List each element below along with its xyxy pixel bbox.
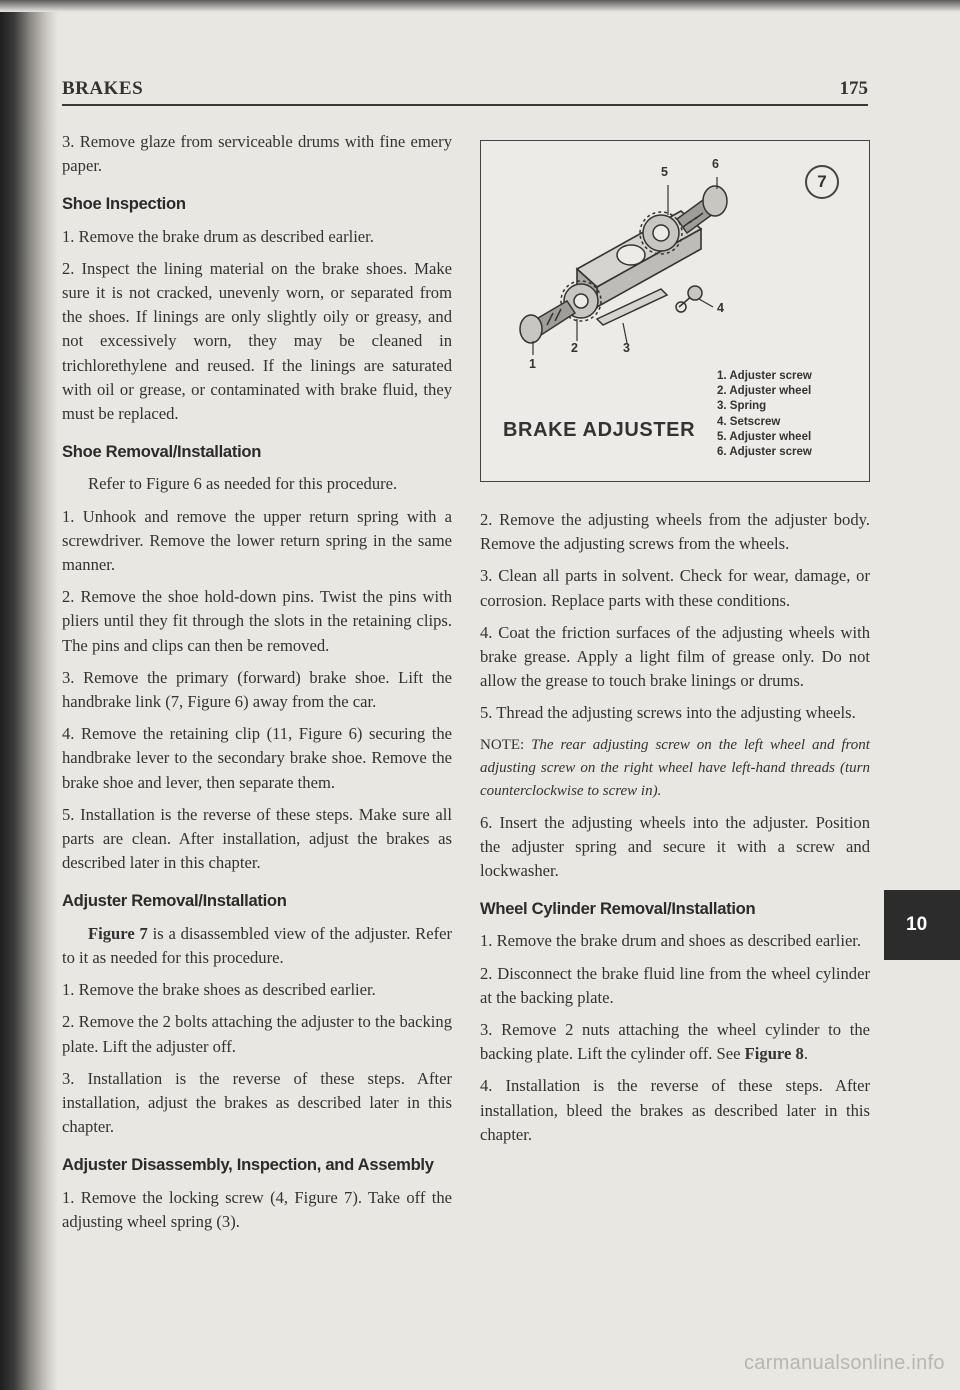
watermark: carmanualsonline.info bbox=[744, 1352, 945, 1374]
adjuster-screw-6 bbox=[677, 186, 727, 233]
paragraph: 2. Remove the shoe hold-down pins. Twist the pins with pliers until they fit through the slots in the retaining clips. The pins and clips can then be removed. bbox=[62, 587, 452, 655]
page-number: 175 bbox=[839, 78, 868, 99]
figure-number: 7 bbox=[805, 165, 839, 199]
callout-6: 6 bbox=[712, 157, 719, 171]
right-column bbox=[480, 508, 870, 1155]
figure-reference: Figure 7 bbox=[88, 923, 148, 943]
left-column bbox=[62, 130, 452, 1242]
brake-adjuster-drawing bbox=[481, 141, 869, 381]
callout-2: 2 bbox=[571, 341, 578, 355]
section-title: BRAKES bbox=[62, 78, 144, 99]
paragraph: 2. Inspect the lining material on the brake shoes. Make sure it is not cracked, unevenly worn, or separated from the shoes. If linings are only slightly oily or greasy, and not excessively worn, they may be cleaned in trichlorethylene and reused. If the linings are saturated with oil or grease, or contaminated with brake fluid, they must be replaced. bbox=[62, 258, 452, 424]
heading-shoe-removal: Shoe Removal/Installation bbox=[62, 442, 262, 462]
page-binding-shadow bbox=[0, 0, 58, 1390]
paragraph bbox=[480, 1018, 870, 1066]
heading-shoe-inspection: Shoe Inspection bbox=[62, 194, 186, 214]
paragraph: 1. Unhook and remove the upper return spring with a screwdriver. Remove the lower return spring in the same manner. bbox=[62, 506, 452, 575]
callout-3: 3 bbox=[623, 341, 630, 355]
note bbox=[480, 734, 870, 803]
legend-item: 4. Setscrew bbox=[717, 415, 781, 428]
paragraph: 2. Disconnect the brake fluid line from the wheel cylinder at the backing plate. bbox=[480, 963, 870, 1007]
legend-item: 5. Adjuster wheel bbox=[717, 430, 812, 443]
adjuster-bore bbox=[617, 245, 645, 265]
paragraph: 5. Installation is the reverse of these steps. Make sure all parts are clean. After installation, adjust the brakes as described later in this chapter. bbox=[62, 804, 452, 873]
paragraph: 5. Thread the adjusting screws into the adjusting wheels. bbox=[480, 703, 856, 723]
note-text: The rear adjusting screw on the left wheel and front adjusting screw on the right wheel have left-hand threads (turn counterclockwise to screw in). bbox=[480, 736, 870, 799]
legend-item: 1. Adjuster screw bbox=[717, 370, 812, 382]
paragraph: 2. Remove the 2 bolts attaching the adjuster to the backing plate. Lift the adjuster off. bbox=[62, 1012, 452, 1056]
paragraph: 4. Remove the retaining clip (11, Figure 6) securing the handbrake lever to the secondary brake shoe. Remove the brake shoe and lever, then separate them. bbox=[62, 724, 452, 792]
paragraph: 1. Remove the brake drum and shoes as described earlier. bbox=[480, 931, 862, 951]
paragraph: 4. Coat the friction surfaces of the adjusting wheels with brake grease. Apply a light film of grease only. Do not allow the grease to touch brake linings or drums. bbox=[480, 622, 870, 691]
paragraph: 3. Remove the primary (forward) brake shoe. Lift the handbrake link (7, Figure 6) away from the car. bbox=[62, 667, 452, 712]
callout-1: 1 bbox=[529, 357, 536, 371]
paragraph: 6. Insert the adjusting wheels into the adjuster. Position the adjuster spring and secure it with a screw and lockwasher. bbox=[480, 812, 870, 881]
callout-5: 5 bbox=[661, 165, 668, 179]
figure-legend bbox=[717, 369, 812, 460]
page-header bbox=[62, 74, 868, 106]
paragraph: Refer to Figure 6 as needed for this procedure. bbox=[88, 474, 398, 494]
paragraph: 3. Clean all parts in solvent. Check for wear, damage, or corrosion. Replace parts with these conditions. bbox=[480, 566, 870, 610]
paragraph: 1. Remove the brake shoes as described earlier. bbox=[62, 980, 376, 1000]
legend-item: 2. Adjuster wheel bbox=[717, 385, 812, 398]
paragraph-text: 3. Remove 2 nuts attaching the wheel cylinder to the backing plate. Lift the cylinder off. See bbox=[480, 1020, 870, 1064]
figure-title: BRAKE ADJUSTER bbox=[503, 419, 696, 441]
legend-item: 3. Spring bbox=[717, 400, 767, 413]
paragraph: 4. Installation is the reverse of these steps. After installation, bleed the brakes as described later in this chapter. bbox=[480, 1076, 870, 1144]
setscrew-4 bbox=[676, 286, 702, 312]
paragraph: 2. Remove the adjusting wheels from the adjuster body. Remove the adjusting screws from the wheels. bbox=[480, 510, 870, 554]
figure-brake-adjuster bbox=[480, 140, 870, 482]
figure-reference: Figure 8 bbox=[744, 1044, 804, 1064]
note-label: NOTE: bbox=[480, 736, 532, 753]
chapter-tab: 10 bbox=[884, 890, 960, 960]
paragraph: 1. Remove the brake drum as described earlier. bbox=[62, 226, 374, 246]
paragraph: 1. Remove the locking screw (4, Figure 7). Take off the adjusting wheel spring (3). bbox=[62, 1187, 452, 1231]
adjuster-screw-1 bbox=[520, 301, 575, 343]
paragraph: 3. Installation is the reverse of these steps. After installation, adjust the brakes as described later in this chapter. bbox=[62, 1068, 452, 1137]
callout-4: 4 bbox=[717, 301, 724, 315]
heading-adjuster-removal: Adjuster Removal/Installation bbox=[62, 891, 287, 911]
paragraph: 3. Remove glaze from serviceable drums with fine emery paper. bbox=[62, 132, 452, 176]
heading-adjuster-disassembly: Adjuster Disassembly, Inspection, and Assembly bbox=[62, 1155, 434, 1175]
legend-item: 6. Adjuster screw bbox=[717, 446, 812, 459]
heading-wheel-cylinder: Wheel Cylinder Removal/Installation bbox=[480, 899, 756, 919]
paragraph bbox=[62, 922, 452, 970]
paragraph-text: is a disassembled view of the adjuster. Refer to it as needed for this procedure. bbox=[62, 923, 452, 967]
page-top-shadow bbox=[0, 0, 960, 12]
paragraph-text: . bbox=[803, 1044, 808, 1064]
